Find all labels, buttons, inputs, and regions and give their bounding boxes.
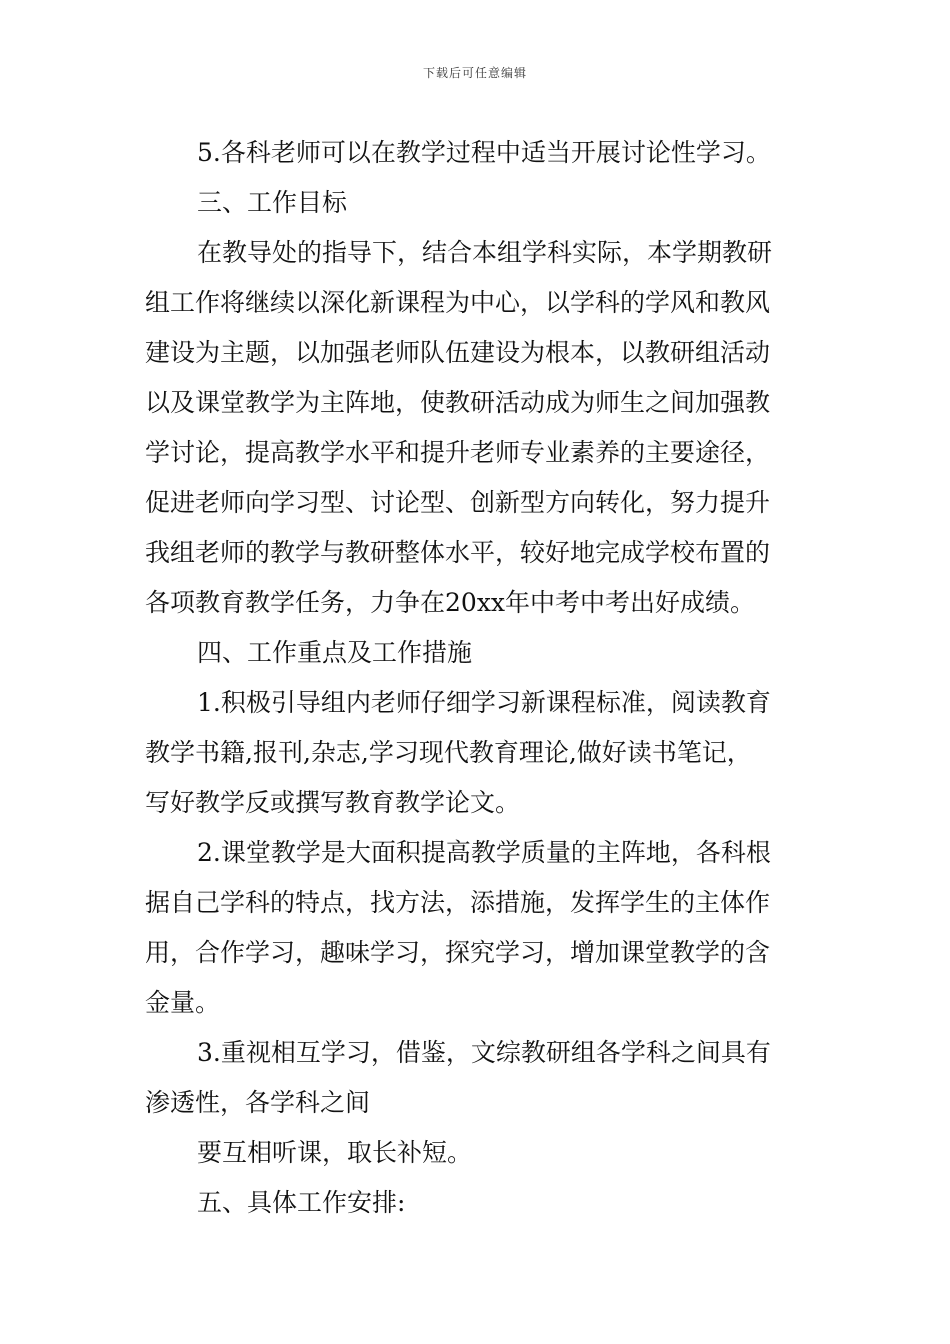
paragraph-line: 据自己学科的特点，找方法，添措施，发挥学生的主体作	[145, 888, 771, 917]
section-heading: 三、工作目标	[197, 188, 348, 217]
paragraph-line: 3.重视相互学习，借鉴，文综教研组各学科之间具有	[197, 1038, 771, 1067]
page-header: 下载后可任意编辑	[422, 66, 527, 80]
paragraph-line: 用，合作学习，趣味学习，探究学习，增加课堂教学的含	[145, 938, 771, 967]
paragraph-line: 各项教育教学任务，力争在20xx年中考中考出好成绩。	[145, 588, 756, 617]
paragraph-line: 教学书籍,报刊,杂志,学习现代教育理论,做好读书笔记，	[145, 738, 752, 767]
paragraph-line: 我组老师的教学与教研整体水平，较好地完成学校布置的	[145, 538, 771, 567]
paragraph-line: 建设为主题，以加强老师队伍建设为根本，以教研组活动	[145, 338, 771, 367]
document-body	[145, 128, 810, 1228]
paragraph-line: 金量。	[145, 988, 221, 1017]
paragraph-line: 组工作将继续以深化新课程为中心，以学科的学风和教风	[145, 288, 771, 317]
paragraph-line: 写好教学反或撰写教育教学论文。	[145, 788, 521, 817]
paragraph-line: 要互相听课，取长补短。	[197, 1138, 473, 1167]
paragraph-line: 在教导处的指导下，结合本组学科实际，本学期教研	[197, 238, 773, 267]
section-heading: 四、工作重点及工作措施	[197, 638, 473, 667]
paragraph-line: 促进老师向学习型、讨论型、创新型方向转化，努力提升	[145, 488, 771, 517]
paragraph-line: 渗透性，各学科之间	[145, 1088, 371, 1117]
paragraph-line: 学讨论，提高教学水平和提升老师专业素养的主要途径，	[145, 438, 771, 467]
section-heading: 五、具体工作安排:	[197, 1188, 406, 1217]
paragraph-line: 5.各科老师可以在教学过程中适当开展讨论性学习。	[197, 138, 771, 167]
paragraph-line: 2.课堂教学是大面积提高教学质量的主阵地，各科根	[197, 838, 771, 867]
paragraph-line: 以及课堂教学为主阵地，使教研活动成为师生之间加强教	[145, 388, 771, 417]
paragraph-line: 1.积极引导组内老师仔细学习新课程标准，阅读教育	[197, 688, 771, 717]
